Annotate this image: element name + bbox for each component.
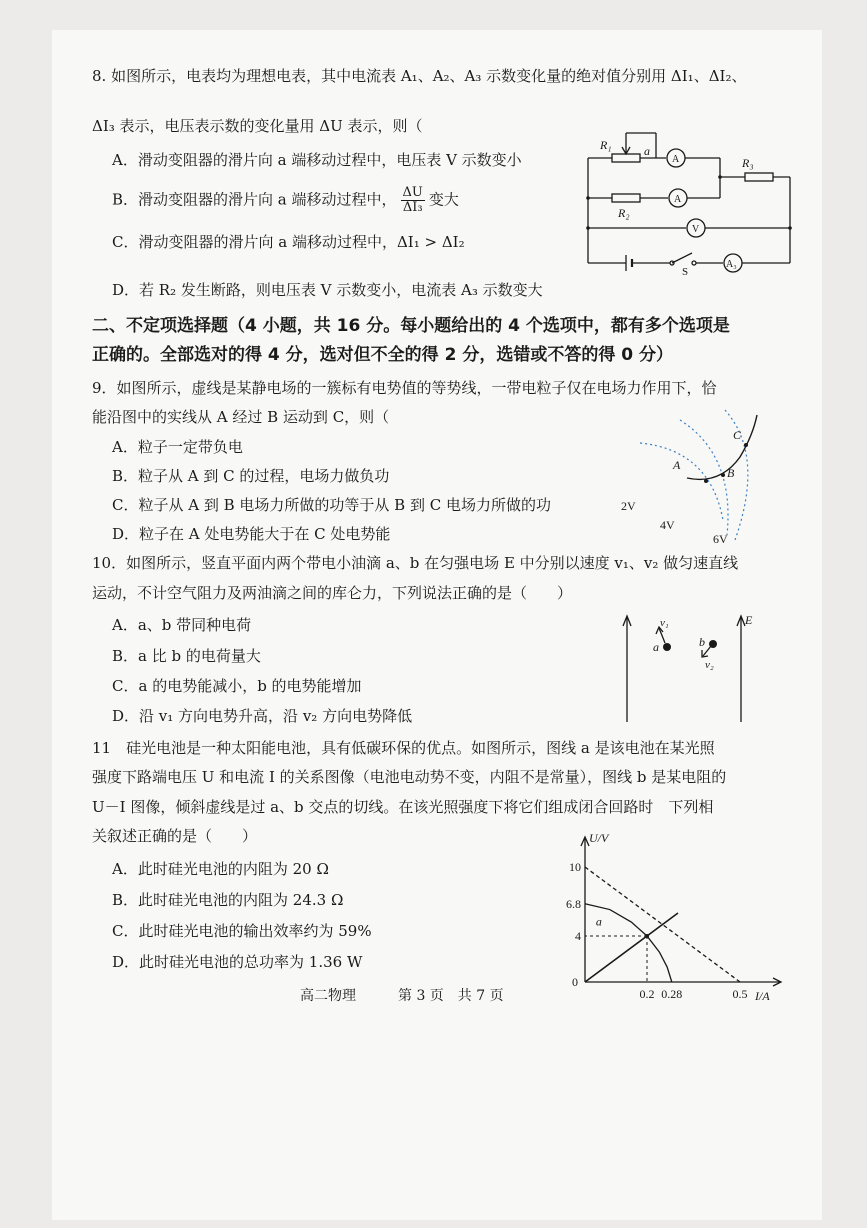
footer-subject: 高二物理: [300, 988, 356, 1004]
q8-option-c[interactable]: C．滑动变阻器的滑片向 a 端移动过程中，ΔI₁ > ΔI₂: [112, 233, 465, 251]
q8-option-b[interactable]: [112, 186, 459, 215]
q11-stem-line3: U－I 图像，倾斜虚线是过 a、b 交点的切线。在该光照强度下将它们组成闭合回路时 下列相: [92, 798, 714, 816]
q8-option-a[interactable]: A．滑动变阻器的滑片向 a 端移动过程中，电压表 V 示数变小: [112, 151, 522, 169]
label-droplet-b: b: [699, 635, 705, 649]
q8-option-d[interactable]: D．若 R₂ 发生断路，则电压表 V 示数变小，电流表 A₃ 示数变大: [112, 281, 543, 299]
q9-option-b[interactable]: B．粒子从 A 到 C 的过程，电场力做负功: [112, 467, 390, 485]
y-tick-label: 10: [569, 860, 581, 874]
q8-stem-line1: 8. 如图所示，电表均为理想电表，其中电流表 A₁、A₂、A₃ 示数变化量的绝对值分别用 ΔI₁、ΔI₂、: [92, 67, 747, 85]
q10-field-figure: [615, 608, 765, 726]
switch-lever: [672, 253, 692, 263]
q11-stem-line1: 11 硅光电池是一种太阳能电池，具有低碳环保的优点。如图所示，图线 a 是该电池在某光照: [92, 739, 715, 757]
q11-option-a[interactable]: A．此时硅光电池的内阻为 20 Ω: [112, 860, 329, 878]
label-ammeter-a1: A: [672, 154, 680, 165]
particle-trajectory: [687, 415, 757, 479]
q9-option-c[interactable]: C．粒子从 A 到 B 电场力所做的功等于从 B 到 C 电场力所做的功: [112, 496, 551, 514]
r2-resistor: [612, 194, 640, 202]
x-axis-label: I/A: [755, 989, 770, 1003]
q10-stem-line1: 10．如图所示，竖直平面内两个带电小油滴 a、b 在匀强电场 E 中分别以速度 v₁、v₂ 做匀速直线: [92, 554, 739, 572]
q10-option-a[interactable]: A．a、b 带同种电荷: [112, 616, 252, 634]
x-tick-label: 0.5: [732, 987, 748, 1001]
label-droplet-a: a: [653, 640, 659, 654]
q9-option-d[interactable]: D．粒子在 A 处电势能大于在 C 处电势能: [112, 525, 391, 543]
q11-stem-line2: 强度下路端电压 U 和电流 I 的关系图像（电池电动势不变，内阻不是常量），图线 b 是某电阻的: [92, 768, 727, 786]
label-switch: S: [682, 266, 689, 278]
droplet-a: [663, 643, 671, 651]
footer-page-number: 第 3 页 共 7 页: [398, 988, 504, 1004]
label-point-b: B: [727, 466, 735, 480]
label-field-e: E: [745, 613, 753, 627]
label-a: a: [644, 144, 650, 158]
label-v2: v₂: [705, 659, 714, 671]
label-ammeter-a2: A: [674, 194, 682, 205]
label-r3: R₃: [742, 156, 754, 170]
label-2v: 2V: [621, 499, 636, 513]
fraction-denominator: ΔI₃: [402, 200, 423, 215]
q8-option-b-text: B．滑动变阻器的滑片向 a 端移动过程中，: [112, 190, 397, 209]
r3-resistor: [745, 173, 773, 181]
label-v1: v₁: [660, 617, 669, 629]
q9-stem-line2: 能沿图中的实线从 A 经过 B 运动到 C，则（: [92, 408, 390, 426]
q8-stem-line2: ΔI₃ 表示，电压表示数的变化量用 ΔU 表示，则（: [92, 117, 423, 135]
q10-option-b[interactable]: B．a 比 b 的电荷量大: [112, 647, 261, 665]
q11-option-c[interactable]: C．此时硅光电池的输出效率约为 59%: [112, 922, 372, 940]
intersection-point: [645, 934, 649, 938]
q10-option-c[interactable]: C．a 的电势能减小，b 的电势能增加: [112, 677, 362, 695]
q9-equipotential-figure: [615, 405, 795, 545]
equipotential-2v: [640, 443, 723, 520]
section-2-title-line1: 二、不定项选择题（4 小题，共 16 分。每小题给出的 4 个选项中，都有多个选项是: [92, 316, 730, 336]
y-tick-label: 6.8: [566, 896, 581, 911]
label-4v: 4V: [660, 518, 675, 532]
label-r2: R₂: [618, 206, 630, 220]
label-ammeter-a3: A₃: [726, 259, 737, 270]
q11-option-b[interactable]: B．此时硅光电池的内阻为 24.3 Ω: [112, 891, 344, 909]
x-tick-label: 0.2: [639, 987, 655, 1001]
section-2-title-line2: 正确的。全部选对的得 4 分，选对但不全的得 2 分，选错或不答的得 0 分）: [92, 345, 673, 365]
q11-stem-line4: 关叙述正确的是（ ）: [92, 827, 258, 845]
series-a-label: a: [595, 914, 602, 929]
label-point-a: A: [673, 458, 681, 472]
q11-option-d[interactable]: D．此时硅光电池的总功率为 1.36 W: [112, 953, 363, 971]
y-tick-label: 4: [575, 929, 581, 943]
q8-circuit-diagram: [580, 125, 795, 278]
label-point-c: C: [733, 428, 742, 442]
origin-label: 0: [572, 975, 578, 989]
label-voltmeter: V: [692, 224, 700, 235]
q10-stem-line2: 运动，不计空气阻力及两油滴之间的库仑力，下列说法正确的是（ ）: [92, 584, 573, 602]
label-6v: 6V: [713, 532, 728, 546]
q9-option-a[interactable]: A．粒子一定带负电: [112, 438, 243, 456]
fraction-numerator: ΔU: [402, 185, 423, 200]
label-r1: R₁: [600, 138, 612, 152]
q9-stem-line1: 9．如图所示，虚线是某静电场的一簇标有电势值的等势线，一带电粒子仅在电场力作用下，恰: [92, 379, 717, 397]
droplet-b: [709, 640, 717, 648]
q8-fraction: [401, 186, 425, 215]
q10-option-d[interactable]: D．沿 v₁ 方向电势升高，沿 v₂ 方向电势降低: [112, 707, 413, 725]
y-axis-label: U/V: [589, 831, 609, 845]
q11-ui-graph: [555, 830, 795, 1005]
x-tick-label: 0.28: [661, 987, 683, 1001]
q8-option-b-suffix: 变大: [428, 190, 459, 209]
